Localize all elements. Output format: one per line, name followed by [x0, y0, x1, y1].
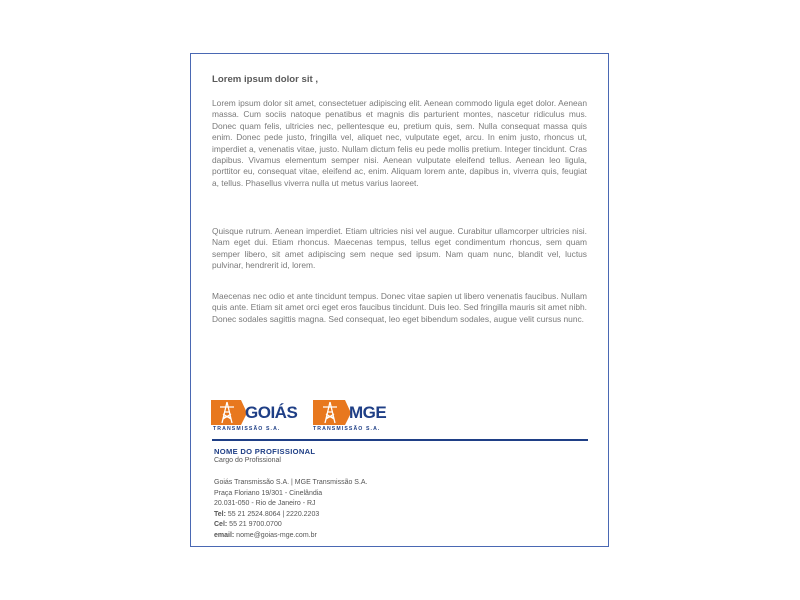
letter-paragraph-1: Lorem ipsum dolor sit amet, consectetuer adipiscing elit. Aenean commodo ligula eget dolor. Aenean massa. Cum sociis natoque penatibus et magnis dis parturient montes, nascetur ridiculus mus. Donec quam felis, ultricies nec, pellentesque eu, pretium quis, sem. Nulla consequat massa quis enim. Donec pede justo, fringilla vel, aliquet nec, vulputate eget, arcu. In enim justo, rhoncus ut, imperdiet a, venenatis vitae, justo. Nullam dictum felis eu pede mollis pretium. Integer tincidunt. Cras dapibus. Vivamus elementum semper nisi. Aenean vulputate eleifend tellus. Aenean leo ligula, porttitor eu, consequat vitae, eleifend ac, enim. Aliquam lorem ante, dapibus in, viverra quis, feugiat a, tellus. Phasellus viverra nulla ut metus varius laoreet.: [212, 98, 587, 188]
email-value: nome@goias-mge.com.br: [234, 531, 317, 539]
letterhead-page: [190, 53, 609, 547]
mobile-label: Cel:: [214, 521, 228, 528]
signature-divider: [212, 439, 588, 441]
transmission-tower-icon: [313, 400, 351, 425]
mobile-value: 55 21 9700.0700: [227, 521, 282, 528]
email-line: [214, 531, 368, 542]
phone-line: [214, 510, 368, 521]
address-line-2: 20.031-050 - Rio de Janeiro - RJ: [214, 500, 316, 507]
signature-contact-block: [214, 478, 368, 541]
goias-logo-word: GOIÁS: [245, 403, 298, 422]
transmission-tower-icon: [211, 400, 247, 425]
letter-paragraph-2: Quisque rutrum. Aenean imperdiet. Etiam ultricies nisi vel augue. Curabitur ullamcorper ultricies nisi. Nam eget dui. Etiam rhoncus. Maecenas tempus, tellus eget condimentum rhoncus, sem quam semper libero, sit amet adipiscing sem neque sed ipsum. Nam quam nunc, blandit vel, luctus pulvinar, hendrerit id, lorem.: [212, 226, 587, 271]
mobile-line: [214, 520, 368, 531]
signature-role: Cargo do Profissional: [214, 457, 281, 464]
email-label: email:: [214, 531, 235, 539]
goias-logo: [211, 400, 311, 438]
mge-logo-subtitle: TRANSMISSÃO S.A.: [313, 426, 381, 432]
address-line-1: Praça Floriano 19/301 - Cinelândia: [214, 489, 323, 497]
goias-logo-subtitle: TRANSMISSÃO S.A.: [213, 426, 281, 432]
signature-name: NOME DO PROFISSIONAL: [214, 447, 316, 456]
phone-value: 55 21 2524.8064 | 2220.2203: [225, 510, 320, 518]
mge-logo: [313, 400, 393, 438]
letter-paragraph-3: Maecenas nec odio et ante tincidunt tempus. Donec vitae sapien ut libero venenatis faucibus. Nullam quis ante. Etiam sit amet orci eget eros faucibus tincidunt. Duis leo. Sed fringilla mauris sit amet nibh. Donec sodales sagittis magna. Sed consequat, leo eget bibendum sodales, augue velit cursus nunc.: [212, 291, 587, 324]
mge-logo-word: MGE: [349, 403, 387, 422]
letter-greeting: Lorem ipsum dolor sit ,: [212, 74, 319, 85]
company-names: Goiás Transmissão S.A. | MGE Transmissão S.A.: [214, 479, 368, 486]
phone-label: Tel:: [214, 510, 226, 518]
